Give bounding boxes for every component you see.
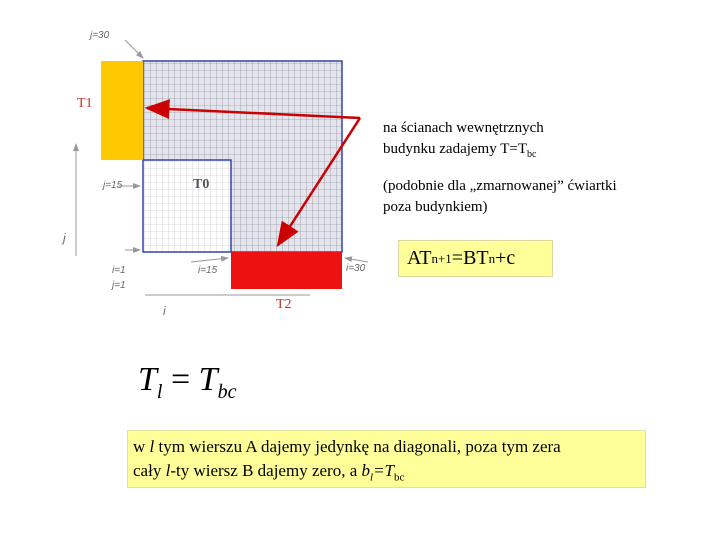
exp-l1c: tym wierszu A dajemy jedynkę na diagonali, poza tym zera (154, 437, 561, 456)
formula-eq: = (162, 361, 199, 398)
explanation-line2 (133, 459, 640, 489)
formula-rhs-sub: bc (217, 380, 237, 403)
label-i30: i=30 (346, 263, 366, 274)
eq-sup1: n+1 (431, 250, 452, 266)
label-j30: j=30 (90, 30, 110, 41)
eq-end: +c (495, 247, 516, 269)
eq-a: AT (407, 247, 432, 269)
formula-lhs-sub: l (156, 380, 163, 403)
t2-wall (231, 252, 342, 289)
label-i15: i=15 (198, 265, 218, 276)
axis-j-label: j (63, 231, 66, 245)
eq-mid: =BT (451, 247, 489, 269)
walls-line1: na ścianach wewnętrznych (383, 120, 544, 136)
formula-rhs: T (198, 361, 218, 398)
matrix-equation-box (398, 240, 553, 277)
label-j15: j=15 (103, 180, 123, 191)
exp-l2d: b (361, 461, 370, 480)
exp-l2b: l (165, 461, 171, 480)
exp-l1a: w (133, 437, 150, 456)
exp-l2c: -ty wiersz B dajemy zero, a (170, 461, 362, 480)
walls-subscript: bc (526, 149, 537, 160)
formula-lhs: T (138, 361, 157, 398)
t2-label: T2 (276, 297, 292, 312)
exp-l2f: =T (373, 461, 394, 480)
boundary-formula (138, 361, 236, 404)
exp-l2a: cały (133, 461, 166, 480)
eq-sup2: n (488, 250, 496, 266)
walls-line2-text: budynku zadajemy T=T (383, 141, 527, 157)
label-j1: j=1 (112, 280, 126, 291)
wasted-line2: poza budynkiem) (383, 199, 488, 215)
exp-l2g: bc (394, 471, 405, 484)
wasted-line1: (podobnie dla „zmarnowanej” ćwiartki (383, 178, 617, 194)
label-i1: i=1 (112, 265, 126, 276)
t0-label: T0 (193, 177, 210, 192)
t1-label: T1 (77, 96, 93, 111)
exp-l1b: l (149, 437, 155, 456)
walls-annotation (383, 118, 683, 165)
wasted-annotation (383, 176, 683, 218)
axis-i-label: i (163, 304, 166, 318)
walls-line2 (383, 139, 683, 165)
explanation-line1 (133, 435, 640, 459)
t1-wall (101, 61, 143, 160)
explanation-box (127, 430, 646, 488)
exp-l2e: l (370, 471, 374, 484)
